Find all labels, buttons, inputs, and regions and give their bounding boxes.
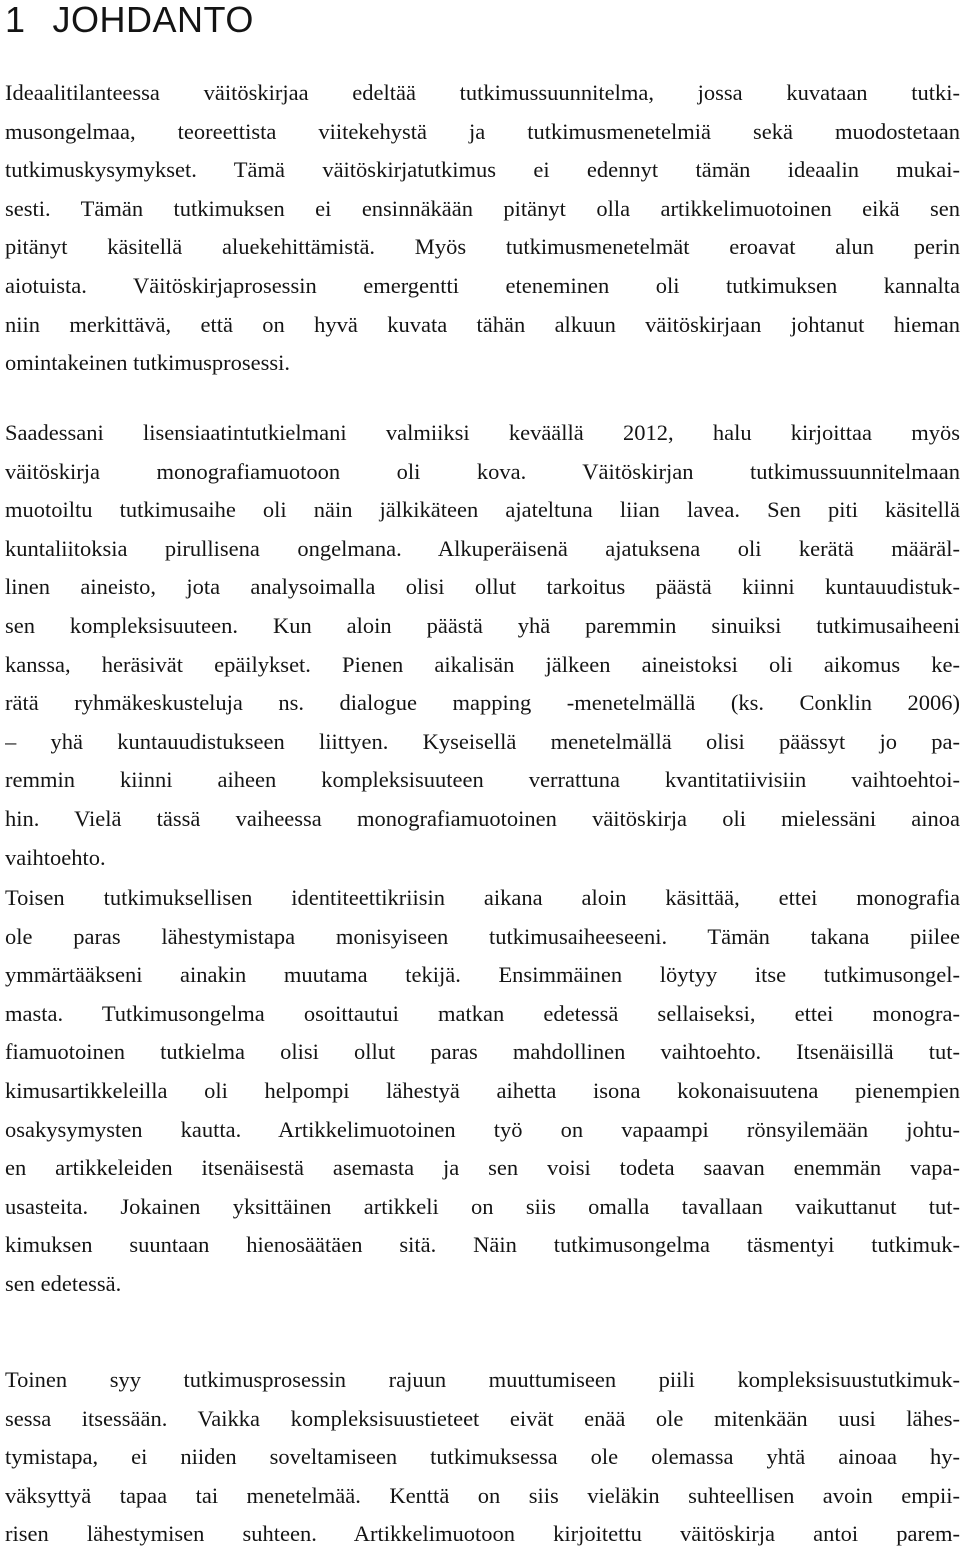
text-line: hin. Vielä tässä vaiheessa monografiamuotoinen väitöskirja oli mielessäni ainoa: [5, 805, 960, 831]
text-line: risen lähestymisen suhteen. Artikkelimuotoon kirjoitettu väitöskirja antoi parem-: [5, 1521, 960, 1547]
text-line: en artikkeleiden itsenäisestä asemasta ja sen voisi todeta saavan enemmän vapa-: [5, 1155, 960, 1181]
paragraph-3: [5, 879, 960, 1304]
chapter-number: 1: [5, 0, 26, 40]
text-line: väksyttyä tapaa tai menetelmää. Kenttä on siis vieläkin suhteellisen avoin empii-: [5, 1482, 960, 1508]
text-line: kanssa, heräsivät epäilykset. Pienen aikalisän jälkeen aineistoksi oli aikomus ke-: [5, 651, 960, 677]
chapter-title: JOHDANTO: [52, 0, 254, 40]
text-line: pitänyt käsitellä aluekehittämistä. Myös tutkimusmenetelmät eroavat alun perin: [5, 234, 960, 260]
text-line: Saadessani lisensiaatintutkielmani valmiiksi keväällä 2012, halu kirjoittaa myös: [5, 420, 960, 445]
paragraph-1: [5, 74, 960, 383]
text-line: tymistapa, ei niiden soveltamiseen tutkimuksessa ole olemassa yhtä ainoaa hy-: [5, 1444, 960, 1470]
text-line: niin merkittävä, että on hyvä kuvata tähän alkuun väitöskirjaan johtanut hieman: [5, 311, 960, 337]
text-line: vaihtoehto.: [5, 844, 106, 870]
text-line: masta. Tutkimusongelma osoittautui matkan edetessä sellaiseksi, ettei monogra-: [5, 1000, 960, 1026]
text-line: ole paras lähestymistapa monisyiseen tutkimusaiheeseeni. Tämän takana piilee: [5, 923, 960, 949]
text-line: aiotuista. Väitöskirjaprosessin emergentti eteneminen oli tutkimuksen kannalta: [5, 272, 960, 298]
text-line: väitöskirja monografiamuotoon oli kova. Väitöskirjan tutkimussuunnitelmaan: [5, 458, 960, 484]
text-line: muotoiltu tutkimusaihe oli näin jälkikäteen ajateltuna liian lavea. Sen piti käsitellä: [5, 497, 960, 523]
text-line: Toinen syy tutkimusprosessin rajuun muuttumiseen piili kompleksisuustutkimuk-: [5, 1367, 960, 1392]
text-line: kuntaliitoksia pirullisena ongelmana. Alkuperäisenä ajatuksena oli kerätä määräl-: [5, 535, 960, 561]
text-line: tutkimuskysymykset. Tämä väitöskirjatutkimus ei edennyt tämän ideaalin mukai-: [5, 157, 960, 183]
text-line: remmin kiinni aiheen kompleksisuuteen verrattuna kvantitatiivisiin vaihtoehtoi-: [5, 767, 960, 793]
text-line: sesti. Tämän tutkimuksen ei ensinnäkään pitänyt olla artikkelimuotoinen eikä sen: [5, 195, 960, 221]
text-line: rätä ryhmäkeskusteluja ns. dialogue mapping -menetelmällä (ks. Conklin 2006): [5, 690, 960, 716]
text-line: linen aineisto, jota analysoimalla olisi ollut tarkoitus päästä kiinni kuntauudistuk-: [5, 574, 960, 600]
text-line: sessa itsessään. Vaikka kompleksisuustieteet eivät enää ole mitenkään uusi lähes-: [5, 1405, 960, 1431]
text-line: sen edetessä.: [5, 1270, 122, 1296]
text-line: – yhä kuntauudistukseen liittyen. Kyseisellä menetelmällä olisi päässyt jo pa-: [5, 728, 960, 754]
text-line: ymmärtääkseni ainakin muutama tekijä. Ensimmäinen löytyy itse tutkimusongel-: [5, 962, 960, 988]
text-line: osakysymysten kautta. Artikkelimuotoinen työ on vapaampi rönsyilemään johtu-: [5, 1116, 960, 1142]
text-line: Ideaalitilanteessa väitöskirjaa edeltää tutkimussuunnitelma, jossa kuvataan tutki-: [5, 80, 960, 105]
text-line: sen kompleksisuuteen. Kun aloin päästä yhä paremmin sinuiksi tutkimusaiheeni: [5, 612, 960, 638]
text-line: kimuksen suuntaan hienosäätäen sitä. Näin tutkimusongelma täsmentyi tutkimuk-: [5, 1232, 960, 1258]
text-line: musongelmaa, teoreettista viitekehystä ja tutkimusmenetelmiä sekä muodostetaan: [5, 118, 960, 144]
text-line: omintakeinen tutkimusprosessi.: [5, 350, 290, 376]
text-line: kimusartikkeleilla oli helpompi lähestyä aihetta isona kokonaisuutena pienempien: [5, 1077, 960, 1103]
text-line: usasteita. Jokainen yksittäinen artikkeli on siis omalla tavallaan vaikuttanut tut-: [5, 1193, 960, 1219]
paragraph-4: [5, 1361, 960, 1549]
text-line: fiamuotoinen tutkielma olisi ollut paras mahdollinen vaihtoehto. Itsenäisillä tut-: [5, 1039, 960, 1065]
chapter-heading: [5, 0, 254, 42]
text-line: Toisen tutkimuksellisen identiteettikriisin aikana aloin käsittää, ettei monografia: [5, 885, 960, 910]
paragraph-2: [5, 414, 960, 877]
